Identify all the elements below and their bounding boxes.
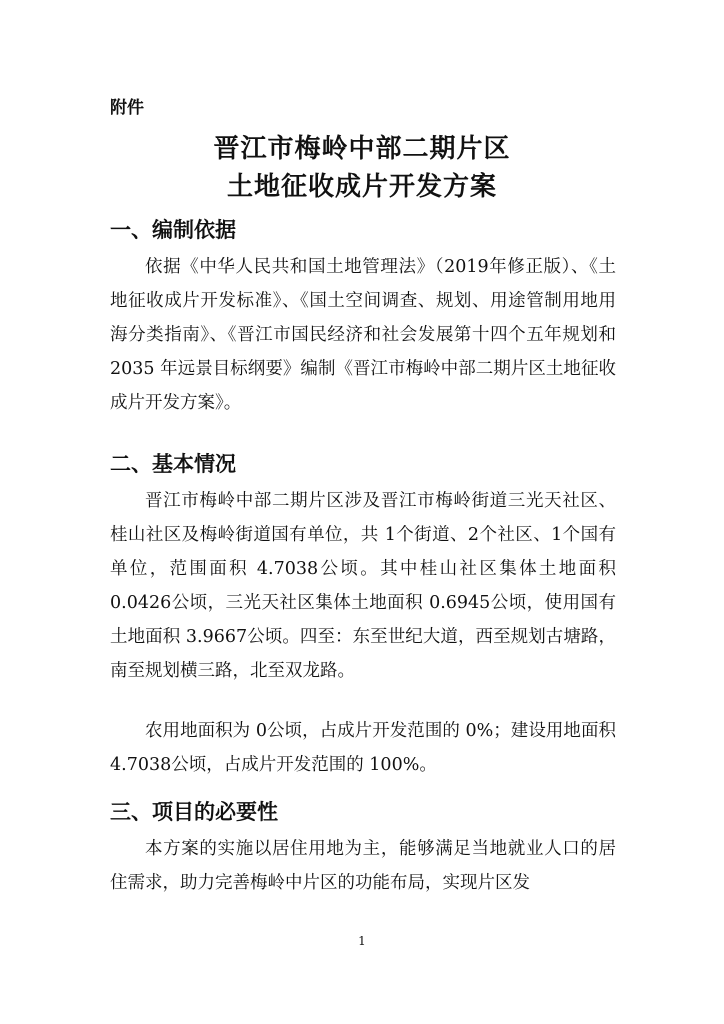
- paragraph-basic-info-landuse: 农用地面积为 0公顷，占成片开发范围的 0%；建设用地面积 4.7038公顷，占成片开发范围的 100%。: [110, 721, 616, 775]
- section-heading-necessity: 三、项目的必要性: [110, 800, 278, 824]
- section-heading-basis: 一、编制依据: [110, 218, 236, 242]
- paragraph-necessity: 本方案的实施以居住用地为主，能够满足当地就业人口的居住需求，助力完善梅岭中片区的功能布局，实现片区发: [110, 839, 616, 893]
- document-title-line-1: 晋江市梅岭中部二期片区: [213, 134, 511, 164]
- section-heading-basic-info: 二、基本情况: [110, 452, 236, 476]
- page-number: 1: [358, 934, 366, 948]
- paragraph-basis: 依据《中华人民共和国土地管理法》（2019年修正版）、《土地征收成片开发标准》、《国土空间调查、规划、用途管制用地用海分类指南》、《晋江市国民经济和社会发展第十四个五年规划和2035 年远景目标纲要》编制《晋江市梅岭中部二期片区土地征收成片开发方案》。: [110, 257, 616, 413]
- paragraph-basic-info-scope: 晋江市梅岭中部二期片区涉及晋江市梅岭街道三光天社区、桂山社区及梅岭街道国有单位，共 1个街道、2个社区、1个国有单位，范围面积 4.7038公顷。其中桂山社区集体土地面积 0.0426公顷，三光天社区集体土地面积 0.6945公顷，使用国有土地面积 3.9667公顷。四至：东至世纪大道，西至规划古塘路，南至规划横三路，北至双龙路。: [110, 491, 616, 681]
- document-title-line-2: 土地征收成片开发方案: [226, 172, 497, 202]
- attachment-label: 附件: [110, 98, 144, 118]
